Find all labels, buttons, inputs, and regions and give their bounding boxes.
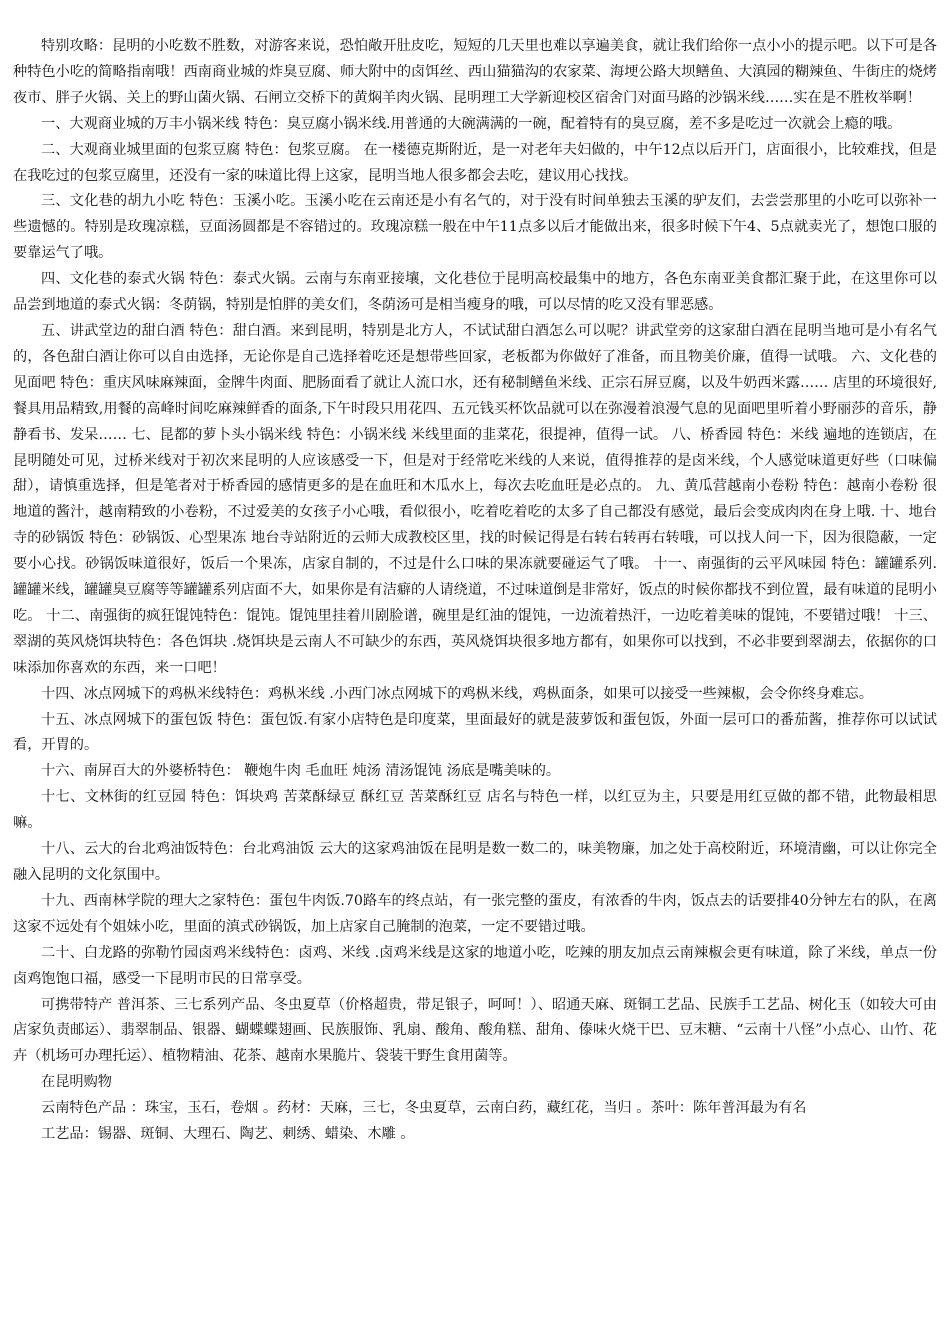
paragraph-17: 十七、文林街的红豆园 特色：饵块鸡 苦菜酥绿豆 酥红豆 苦菜酥红豆 店名与特色一样，以红豆为主，只要是用红豆做的都不错，此物最相思嘛。 [13, 789, 937, 832]
paragraph-14: 十四、冰点网城下的鸡枞米线特色：鸡枞米线 .小西门冰点网城下的鸡枞米线，鸡枞面条，如果可以接受一些辣椒，会令你终身难忘。 [41, 685, 873, 702]
crafts-paragraph: 工艺品：锡器、斑铜、大理石、陶艺、刺绣、蜡染、木雕 。 [41, 1126, 415, 1143]
paragraph-1: 一、大观商业城的万丰小锅米线 特色：臭豆腐小锅米线.用普通的大碗满满的一碗，配着特有的臭豆腐，差不多是吃过一次就会上瘾的哦。 [41, 115, 902, 132]
paragraph-3: 三、文化巷的胡九小吃 特色：玉溪小吃。玉溪小吃在云南还是小有名气的，对于没有时间单独去玉溪的驴友们，去尝尝那里的小吃可以弥补一些遗憾的。特别是玫瑰凉糕，豆面汤圆都是不容错过的。玫瑰凉糕一般在中午11点多以后才能做出来，很多时候下午4、5点就卖光了，想饱口服的要靠运气了哦。 [13, 193, 937, 262]
yunnan-products-paragraph: 云南特色产品 ：珠宝，玉石，卷烟 。药材：天麻，三七，冬虫夏草，云南白药，藏红花，当归 。茶叶：陈年普洱最为有名 [41, 1100, 807, 1117]
paragraph-2: 二、大观商业城里面的包浆豆腐 特色：包浆豆腐。 在一楼德克斯附近，是一对老年夫妇做的，中午12点以后开门，店面很小，比较难找，但是在我吃过的包浆豆腐里，还没有一家的味道比得上这家，昆明当地人很多都会去吃，建议用心找找。 [13, 141, 937, 184]
paragraph-20: 二十、白龙路的弥勒竹园卤鸡米线特色：卤鸡、米线 .卤鸡米线是这家的地道小吃，吃辣的朋友加点云南辣椒会更有味道，除了米线，单点一份卤鸡饱饱口福，感受一下昆明市民的日常享受。 [13, 944, 937, 987]
paragraph-15: 十五、冰点网城下的蛋包饭 特色：蛋包饭.有家小店特色是印度菜，里面最好的就是菠萝饭和蛋包饭，外面一层可口的番茄酱，推荐你可以试试看，开胃的。 [13, 711, 937, 754]
paragraph-4: 四、文化巷的泰式火锅 特色：泰式火锅。云南与东南亚接壤，文化巷位于昆明高校最集中的地方，各色东南亚美食都汇聚于此，在这里你可以品尝到地道的泰式火锅：冬荫锅，特别是怕胖的美女们，冬荫汤可是相当瘦身的哦，可以尽情的吃又没有罪恶感。 [13, 271, 937, 314]
paragraph-16: 十六、南屏百大的外婆桥特色： 鞭炮牛肉 毛血旺 炖汤 清汤馄饨 汤底是嘴美味的。 [41, 763, 561, 780]
paragraph-5-13: 五、讲武堂边的甜白酒 特色：甜白酒。来到昆明，特别是北方人，不试试甜白酒怎么可以呢？讲武堂旁的这家甜白酒在昆明当地可是小有名气的，各色甜白酒让你可以自由选择，无论你是自己选择着吃还是想带些回家，老板都为你做好了准备，而且物美价廉，值得一试哦。 六、文化巷的见面吧 特色：重庆风味麻辣面，金牌牛肉面、肥肠面看了就让人流口水，还有秘制鳝鱼米线、正宗石屏豆腐，以及牛奶西米露…… 店里的环境很好,餐具用品精致,用餐的高峰时间吃麻辣鲜香的面条,下午时段只用花四、五元钱买杯饮品就可以在弥漫着浪漫气息的见面吧里听着小野丽莎的音乐，静静看书、发呆…… 七、昆都的萝卜头小锅米线 特色：小锅米线 米线里面的韭菜花，很提神，值得一试。 八、桥香园 特色：米线 遍地的连锁店，在昆明随处可见，过桥米线对于初次来昆明的人应该感受一下，但是对于经常吃米线的人来说，值得推荐的是卤米线，个人感觉味道更好些（口味偏甜），请慎重选择，但是笔者对于桥香园的感情更多的是在血旺和木瓜水上，每次去吃血旺是必点的。 九、黄瓜营越南小卷粉 特色：越南小卷粉 很地道的酱汁，越南精致的小卷粉，不过爱美的女孩子小心哦，看似很小，吃着吃着吃的太多了自己都没有感觉，最后会变成肉肉在身上哦. 十、地台寺的砂锅饭 特色：砂锅饭、心型果冻 地台寺站附近的云师大成教校区里，找的时候记得是右转右转再右转哦，可以找人问一下，因为很隐蔽，一定要小心找。砂锅饭味道很好，饭后一个果冻，店家自制的，不过是什么口味的果冻就要碰运气了哦。 十一、南强街的云平风味园 特色：罐罐系列. 罐罐米线，罐罐臭豆腐等等罐罐系列店面不大，如果你是有洁癖的人请绕道，不过味道倒是非常好，饭点的时候你都找不到位置，最有味道的昆明小吃。 十二、南强街的疯狂馄饨特色：馄饨。馄饨里挂着川剧脸谱，碗里是红油的馄饨，一边流着热汗，一边吃着美味的馄饨，不要错过哦！ 十三、翠湖的英风烧饵块特色：各色饵块 .烧饵块是云南人不可缺少的东西，英风烧饵块很多地方都有，如果你可以找到，不必非要到翠湖去，依据你的口味添加你喜欢的东西，来一口吧！ [13, 322, 937, 676]
specialties-paragraph: 可携带特产 普洱茶、三七系列产品、冬虫夏草（价格超贵，带足银子，呵呵！）、昭通天麻、斑铜工艺品、民族手工艺品、树化玉（如较大可由店家负责邮运）、翡翠制品、银器、蝴蝶蝶翅画、民族服饰、乳扇、酸角、酸角糕、甜角、傣味火烧干巴、豆末糖、“云南十八怪”小点心、山竹、花卉（机场可办理托运）、植物精油、花茶、越南水果脆片、袋装干野生食用菌等。 [13, 996, 937, 1065]
paragraph-18: 十八、云大的台北鸡油饭特色：台北鸡油饭 云大的这家鸡油饭在昆明是数一数二的，味美物廉，加之处于高校附近，环境清幽，可以让你完全融入昆明的文化氛围中。 [13, 841, 937, 883]
shopping-heading: 在昆明购物 [41, 1074, 112, 1091]
paragraph-19: 十九、西南林学院的理大之家特色：蛋包牛肉饭.70路车的终点站，有一张完整的蛋皮，有浓香的牛肉，饭点去的话要排40分钟左右的队，在离这家不远处有个姐妹小吃，里面的滇式砂锅饭，加上店家自己腌制的泡菜，一定不要错过哦。 [13, 892, 937, 935]
intro-paragraph: 特别攻略：昆明的小吃数不胜数，对游客来说，恐怕敞开肚皮吃，短短的几天里也难以享遍美食，就让我们给你一点小小的提示吧。以下可是各种特色小吃的简略指南哦！西南商业城的炸臭豆腐、师大附中的卤饵丝、西山猫猫沟的农家菜、海埂公路大坝鳝鱼、大滇园的糊辣鱼、牛街庄的烧烤夜市、胖子火锅、关上的野山菌火锅、石闸立交桥下的黄焖羊肉火锅、昆明理工大学新迎校区宿舍门对面马路的沙锅米线……实在是不胜枚举啊！ [13, 38, 937, 106]
